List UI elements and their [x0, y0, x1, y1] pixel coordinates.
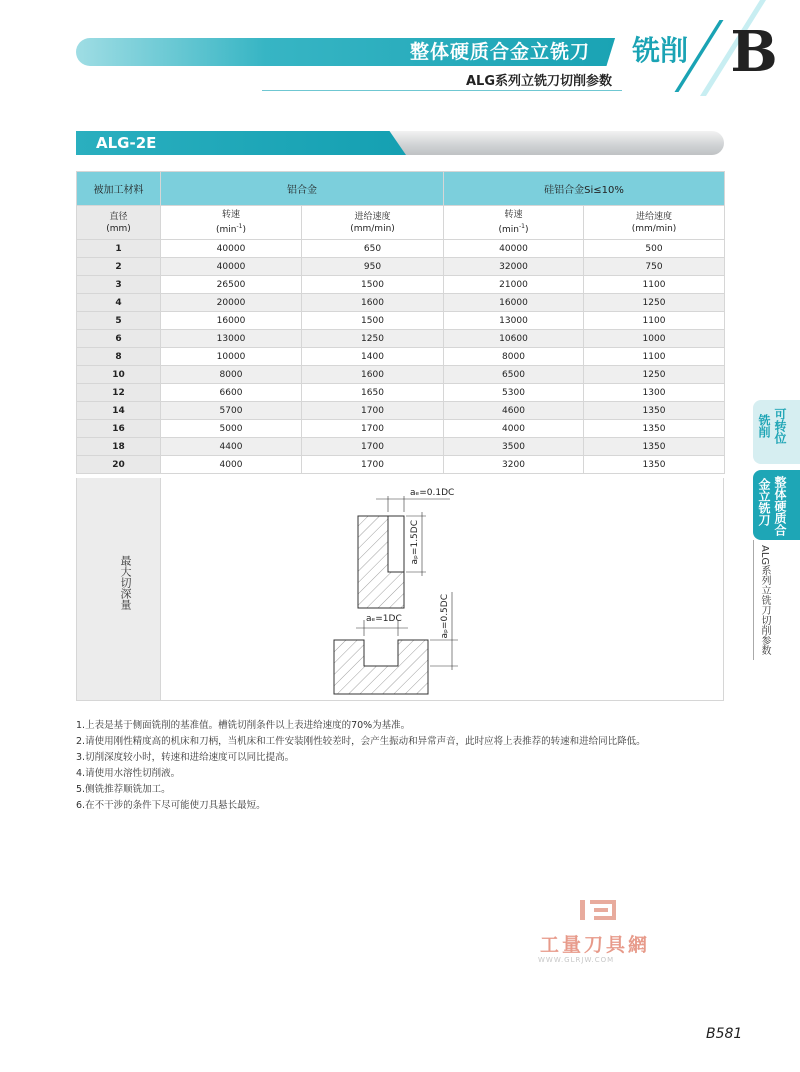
- diameter-unit: (mm): [106, 223, 131, 234]
- table-row: [77, 276, 725, 294]
- speed-unit: $(\min^{-1})$: [498, 223, 529, 235]
- table-row: [77, 330, 725, 348]
- note-item: 3.切削深度较小时，转速和进给速度可以同比提高。: [76, 752, 295, 763]
- speed-al-cell: 6600: [161, 384, 302, 402]
- watermark-logo: [578, 898, 618, 924]
- feed-sial-cell: 1350: [584, 402, 725, 420]
- category-label: 铣削: [631, 34, 688, 67]
- feed-label: 进给速度: [354, 211, 391, 222]
- feed-header: [584, 206, 725, 240]
- speed-al-cell: 5700: [161, 402, 302, 420]
- diameter-cell: 4: [77, 294, 161, 312]
- side-tab2-text-2: 整体硬质合: [773, 476, 787, 536]
- feed-label: 进给速度: [636, 211, 673, 222]
- speed-unit: $(\min^{-1})$: [216, 223, 246, 235]
- table-row: [77, 366, 725, 384]
- feed-al-cell: 1700: [302, 456, 444, 474]
- feed-al-cell: 1700: [302, 420, 444, 438]
- speed-al-cell: 40000: [161, 258, 302, 276]
- speed-al-cell: 4000: [161, 456, 302, 474]
- diameter-cell: 20: [77, 456, 161, 474]
- feed-sial-cell: 750: [584, 258, 725, 276]
- feed-sial-cell: 1350: [584, 456, 725, 474]
- note-item: 6.在不干涉的条件下尽可能使刀具悬长最短。: [76, 800, 266, 811]
- table-row: [77, 420, 725, 438]
- cutting-depth-diagram: [300, 482, 500, 698]
- feed-sial-cell: 1350: [584, 438, 725, 456]
- usage-notes: [76, 718, 736, 814]
- speed-sial-cell: 32000: [444, 258, 584, 276]
- table-row: [77, 258, 725, 276]
- diameter-cell: 6: [77, 330, 161, 348]
- speed-al-cell: 13000: [161, 330, 302, 348]
- table-row: [77, 384, 725, 402]
- material-silicon-aluminium: 硅铝合金Si≤10%: [444, 172, 725, 206]
- speed-al-cell: 10000: [161, 348, 302, 366]
- side-tab1-text-2: 可转位: [773, 408, 787, 444]
- table-header-units-row: [77, 206, 725, 240]
- feed-al-cell: 1600: [302, 366, 444, 384]
- speed-label: 转速: [504, 210, 523, 220]
- diameter-cell: 5: [77, 312, 161, 330]
- feed-sial-cell: 1250: [584, 294, 725, 312]
- feed-al-cell: 1700: [302, 402, 444, 420]
- note-item: 1.上表是基于侧面铣削的基准值。槽铣切削条件以上表进给速度的70%为基准。: [76, 720, 411, 731]
- feed-sial-cell: 500: [584, 240, 725, 258]
- section-letter: B: [730, 19, 778, 85]
- feed-al-cell: 1250: [302, 330, 444, 348]
- feed-al-cell: 650: [302, 240, 444, 258]
- table-row: [77, 312, 725, 330]
- table-header-material-row: [77, 172, 725, 206]
- speed-al-cell: 5000: [161, 420, 302, 438]
- feed-sial-cell: 1350: [584, 420, 725, 438]
- note-item: 2.请使用刚性精度高的机床和刀柄，当机床和工件安装刚性较差时，会产生振动和异常声音，此时应将上表推荐的转速和进给同比降低。: [76, 736, 646, 747]
- speed-al-cell: 20000: [161, 294, 302, 312]
- speed-header: [161, 206, 302, 240]
- diameter-header: [77, 206, 161, 240]
- diameter-cell: 3: [77, 276, 161, 294]
- feed-sial-cell: 1100: [584, 348, 725, 366]
- diameter-cell: 18: [77, 438, 161, 456]
- speed-sial-cell: 3200: [444, 456, 584, 474]
- feed-al-cell: 1500: [302, 312, 444, 330]
- speed-sial-cell: 10600: [444, 330, 584, 348]
- feed-sial-cell: 1250: [584, 366, 725, 384]
- table-row: [77, 402, 725, 420]
- max-depth-label: 最大切深量: [119, 555, 132, 610]
- section-title: ALG-2E: [96, 134, 157, 152]
- feed-unit: (mm/min): [631, 223, 677, 234]
- side-section-caption: ALG系列立铣刀切削参数: [759, 545, 770, 656]
- speed-al-cell: 8000: [161, 366, 302, 384]
- ae-slot-label: aₑ=1DC: [366, 614, 402, 624]
- speed-sial-cell: 13000: [444, 312, 584, 330]
- page-title: 整体硬质合金立铣刀: [409, 41, 590, 63]
- diameter-cell: 1: [77, 240, 161, 258]
- material-aluminium: 铝合金: [161, 172, 444, 206]
- speed-sial-cell: 3500: [444, 438, 584, 456]
- ap-slot-label: aₚ=0.5DC: [440, 594, 450, 639]
- feed-al-cell: 1650: [302, 384, 444, 402]
- ap-side-label: aₚ=1.5DC: [410, 520, 420, 565]
- diameter-cell: 14: [77, 402, 161, 420]
- slot-milling-workpiece: [334, 640, 428, 694]
- note-item: 4.请使用水溶性切削液。: [76, 768, 181, 779]
- note-item: 5.侧铣推荐顺铣加工。: [76, 784, 171, 795]
- cutting-parameters-table: [76, 171, 725, 474]
- feed-al-cell: 1700: [302, 438, 444, 456]
- feed-al-cell: 1400: [302, 348, 444, 366]
- table-row: [77, 240, 725, 258]
- feed-sial-cell: 1300: [584, 384, 725, 402]
- speed-sial-cell: 4000: [444, 420, 584, 438]
- feed-al-cell: 950: [302, 258, 444, 276]
- speed-al-cell: 16000: [161, 312, 302, 330]
- speed-sial-cell: 4600: [444, 402, 584, 420]
- diameter-cell: 12: [77, 384, 161, 402]
- speed-sial-cell: 5300: [444, 384, 584, 402]
- feed-al-cell: 1600: [302, 294, 444, 312]
- subtitle-underline: [262, 90, 622, 91]
- feed-sial-cell: 1100: [584, 276, 725, 294]
- watermark-text: 工量刀具網: [540, 934, 651, 956]
- diameter-cell: 10: [77, 366, 161, 384]
- speed-sial-cell: 21000: [444, 276, 584, 294]
- speed-label: 转速: [221, 210, 240, 220]
- ae-side-label: aₑ=0.1DC: [410, 488, 455, 498]
- diameter-cell: 2: [77, 258, 161, 276]
- table-row: [77, 438, 725, 456]
- speed-sial-cell: 16000: [444, 294, 584, 312]
- feed-unit: (mm/min): [350, 223, 395, 234]
- speed-sial-cell: 6500: [444, 366, 584, 384]
- speed-sial-cell: 40000: [444, 240, 584, 258]
- table-row: [77, 456, 725, 474]
- feed-header: [302, 206, 444, 240]
- table-row: [77, 294, 725, 312]
- speed-al-cell: 4400: [161, 438, 302, 456]
- page-subtitle: ALG系列立铣刀切削参数: [465, 74, 612, 89]
- speed-sial-cell: 8000: [444, 348, 584, 366]
- speed-al-cell: 26500: [161, 276, 302, 294]
- page-number: B581: [706, 1026, 743, 1042]
- diameter-cell: 16: [77, 420, 161, 438]
- side-milling-cutter: [388, 516, 404, 572]
- watermark-url: WWW.GLRJW.COM: [538, 956, 615, 964]
- side-tab1-text-1: 铣削: [757, 414, 771, 438]
- feed-al-cell: 1500: [302, 276, 444, 294]
- table-row: [77, 348, 725, 366]
- feed-sial-cell: 1000: [584, 330, 725, 348]
- diameter-cell: 8: [77, 348, 161, 366]
- speed-al-cell: 40000: [161, 240, 302, 258]
- feed-sial-cell: 1100: [584, 312, 725, 330]
- material-label: 被加工材料: [77, 172, 161, 206]
- diameter-label: 直径: [109, 211, 128, 222]
- side-tab2-text-1: 金立铣刀: [757, 478, 771, 526]
- speed-header: [444, 206, 584, 240]
